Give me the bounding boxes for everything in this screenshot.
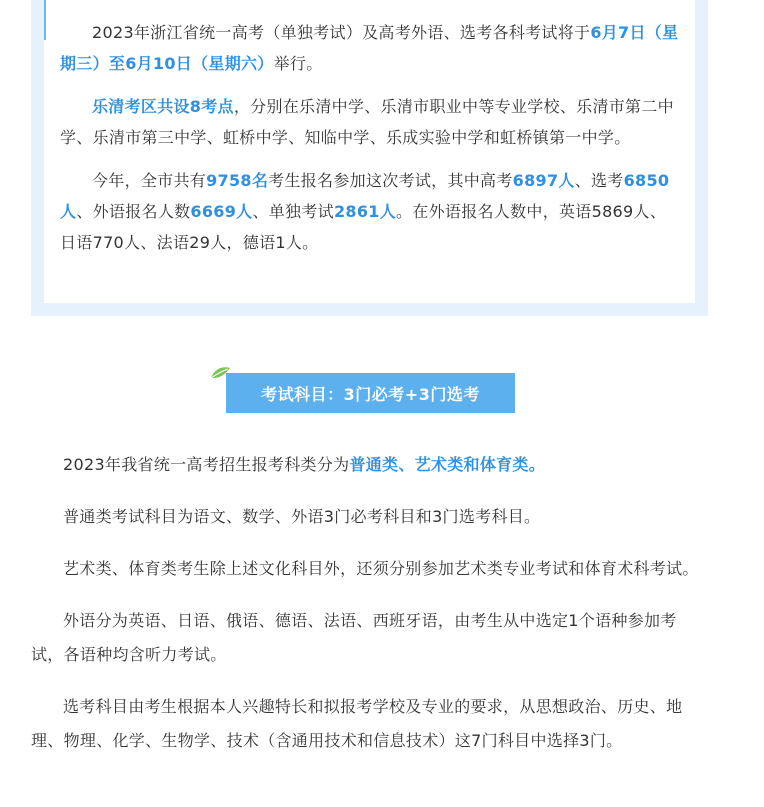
exam-date-highlight: 6月7日（星期三）至6月10日（星期六） (60, 23, 679, 73)
registration-paragraph: 今年，全市共有9758名考生报名参加这次考试，其中高考6897人、选考6850人、外语报名人数6669人、单独考试2861人。在外语报名人数中，英语5869人、日语770人、法语29人，德语1人。 (60, 171, 670, 252)
foreign-language-paragraph: 外语分为英语、日语、俄语、德语、法语、西班牙语，由考生从中选定1个语种参加考试，各语种均含听力考试。 (31, 611, 677, 664)
total-count-highlight: 9758名 (206, 171, 269, 190)
single-exam-count-highlight: 2861人 (333, 202, 396, 221)
section-title: 考试科目：3门必考+3门选考 (226, 373, 515, 413)
article-body (31, 448, 708, 776)
section-title-block (209, 364, 519, 416)
general-subjects-paragraph: 普通类考试科目为语文、数学、外语3门必考科目和3门选考科目。 (63, 507, 541, 526)
exam-sites-paragraph: 乐清考区共设8考点，分别在乐清中学、乐清市职业中等专业学校、乐清市第二中学、乐清市第三中学、虹桥中学、知临中学、乐成实验中学和虹桥镇第一中学。 (60, 97, 674, 147)
exam-date-paragraph: 2023年浙江省统一高考（单独考试）及高考外语、选考各科考试将于6月7日（星期三）至6月10日（星期六）举行。 (60, 23, 679, 73)
elective-subjects-paragraph: 选考科目由考生根据本人兴趣特长和拟报考学校及专业的要求，从思想政治、历史、地理、物理、化学、生物学、技术（含通用技术和信息技术）这7门科目中选择3门。 (31, 697, 683, 750)
info-box-content (44, 0, 695, 303)
gaokao-count-highlight: 6897人 (512, 171, 575, 190)
info-box-accent-line (44, 0, 46, 40)
info-box (31, 0, 708, 316)
exam-sites-highlight: 乐清考区共设8考点 (92, 97, 234, 116)
art-sports-paragraph: 艺术类、体育类考生除上述文化科目外，还须分别参加艺术类专业考试和体育术科考试。 (63, 559, 699, 578)
category-paragraph: 2023年我省统一高考招生报考科类分为普通类、艺术类和体育类。 (63, 455, 546, 474)
elective-count-highlight: 6850人 (60, 171, 670, 221)
category-highlight: 普通类、艺术类和体育类。 (349, 455, 546, 474)
language-count-highlight: 6669人 (190, 202, 253, 221)
